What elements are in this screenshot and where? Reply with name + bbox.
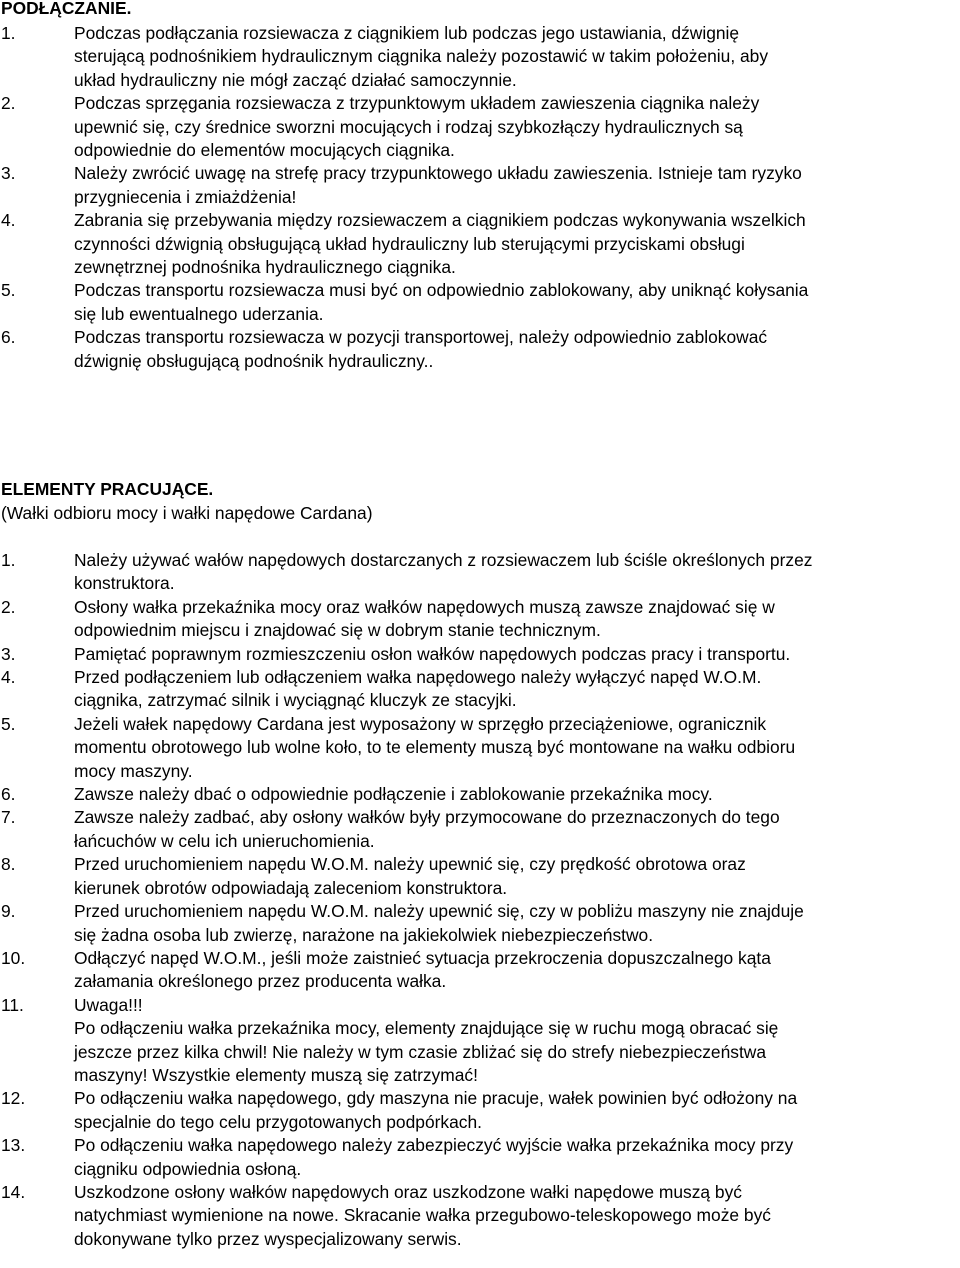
list-item-text-line: sterującą podnośnikiem hydraulicznym ciągnika należy pozostawić w takim położeniu, aby xyxy=(74,46,769,67)
list-item-text-line: się lub ewentualnego uderzania. xyxy=(74,303,324,324)
section-heading-working-elements: ELEMENTY PRACUJĄCE. xyxy=(1,479,214,499)
list-item-text-line: przygniecenia i zmiażdżenia! xyxy=(74,186,297,207)
list-item-text-line: Pamiętać poprawnym rozmieszczeniu osłon wałków napędowych podczas pracy i transportu. xyxy=(74,643,791,664)
section-list-connecting xyxy=(0,22,958,373)
list-item-number: 5. xyxy=(1,280,16,301)
list-item xyxy=(0,596,958,643)
list-item-text-line: ciągniku odpowiednia osłoną. xyxy=(74,1158,302,1179)
list-item-number: 8. xyxy=(1,854,16,875)
list-item xyxy=(0,326,958,373)
list-item-text-line: natychmiast wymienione na nowe. Skracanie wałka przegubowo-teleskopowego może być xyxy=(74,1205,771,1226)
list-item xyxy=(0,92,958,162)
list-item-text-line: Zawsze należy zadbać, aby osłony wałków były przymocowane do przeznaczonych do tego xyxy=(74,807,780,828)
list-item-text-line: Jeżeli wałek napędowy Cardana jest wyposażony w sprzęgło przeciążeniowe, ogranicznik xyxy=(74,713,767,734)
list-item-text-line: mocy maszyny. xyxy=(74,760,193,781)
list-item-text-line: Po odłączeniu wałka napędowego należy zabezpieczyć wyjście wałka przekaźnika mocy przy xyxy=(74,1135,794,1156)
list-item-number: 6. xyxy=(1,327,16,348)
list-item-text-line: odpowiednim miejscu i znajdować się w dobrym stanie technicznym. xyxy=(74,620,601,641)
list-item-text-line: dźwignię obsługującą podnośnik hydrauliczny.. xyxy=(74,350,434,371)
list-item-text-line: dokonywane tylko przez wyspecjalizowany serwis. xyxy=(74,1228,462,1249)
list-item-number: 1. xyxy=(1,23,16,43)
list-item-number: 4. xyxy=(1,210,16,231)
list-item xyxy=(0,279,958,326)
list-item-text-line: Po odłączeniu wałka napędowego, gdy maszyna nie pracuje, wałek powinien być odłożony na xyxy=(74,1088,798,1109)
list-item xyxy=(0,1181,958,1251)
list-item-number: 1. xyxy=(1,550,16,570)
list-item-text-line: Podczas transportu rozsiewacza musi być on odpowiednio zablokowany, aby uniknąć kołysania xyxy=(74,280,809,301)
list-item-number: 11. xyxy=(1,994,24,1015)
list-item xyxy=(0,806,958,853)
list-item-number: 14. xyxy=(1,1181,26,1202)
list-item xyxy=(0,1134,958,1181)
list-item xyxy=(0,947,958,994)
list-item-text-line: kierunek obrotów odpowiadają zaleceniom konstruktora. xyxy=(74,877,508,898)
list-item-number: 6. xyxy=(1,784,16,805)
list-item xyxy=(0,209,958,279)
list-item-text-line: Osłony wałka przekaźnika mocy oraz wałków napędowych muszą zawsze znajdować się w xyxy=(74,596,775,617)
list-item-number: 4. xyxy=(1,667,16,688)
list-item-text-line: Przed uruchomieniem napędu W.O.M. należy upewnić się, czy prędkość obrotowa oraz xyxy=(74,854,746,875)
list-item-text-line: maszyny! Wszystkie elementy muszą się zatrzymać! xyxy=(74,1064,478,1085)
list-item-text-line: odpowiednie do elementów mocujących ciągnika. xyxy=(74,140,455,161)
list-item-text-line: Zawsze należy dbać o odpowiednie podłączenie i zablokowanie przekaźnika mocy. xyxy=(74,784,713,805)
list-item-text-line: Przed podłączeniem lub odłączeniem wałka napędowego należy wyłączyć napęd W.O.M. xyxy=(74,667,762,688)
list-item-text-line: Uszkodzone osłony wałków napędowych oraz uszkodzone wałki napędowe muszą być xyxy=(74,1181,742,1202)
list-item xyxy=(0,900,958,947)
list-item xyxy=(0,643,958,666)
list-item-text-line: zewnętrznej podnośnika hydraulicznego ciągnika. xyxy=(74,257,456,278)
list-item-text-line: łańcuchów w celu ich unieruchomienia. xyxy=(74,830,375,851)
list-item-text-line: układ hydrauliczny nie mógł zacząć działać samoczynnie. xyxy=(74,69,517,90)
list-item xyxy=(0,162,958,209)
list-item-text-line: Przed uruchomieniem napędu W.O.M. należy upewnić się, czy w pobliżu maszyny nie znajduje xyxy=(74,901,804,922)
list-item-number: 2. xyxy=(1,93,16,114)
list-item-number: 10. xyxy=(1,947,26,968)
list-item xyxy=(0,666,958,713)
list-item-text-line: Podczas podłączania rozsiewacza z ciągnikiem lub podczas jego ustawiania, dźwignię xyxy=(74,23,740,43)
list-item-number: 3. xyxy=(1,643,16,664)
list-item xyxy=(0,22,958,92)
list-item-text-line: Po odłączeniu wałka przekaźnika mocy, elementy znajdujące się w ruchu mogą obracać się xyxy=(74,1018,779,1039)
list-item-number: 12. xyxy=(1,1088,26,1109)
list-item-text-line: upewnić się, czy średnice sworzni mocujących i rodzaj szybkozłączy hydraulicznych są xyxy=(74,116,743,137)
section-subheading-working-elements: (Wałki odbioru mocy i wałki napędowe Cardana) xyxy=(1,503,373,523)
list-item xyxy=(0,994,958,1088)
list-item-text-line: Uwaga!!! xyxy=(74,994,143,1015)
list-item-text-line: jeszcze przez kilka chwil! Nie należy w tym czasie zbliżać się do strefy niebezpieczeństwa xyxy=(74,1041,767,1062)
list-item-text-line: momentu obrotowego lub wolne koło, to te elementy muszą być montowane na wałku odbioru xyxy=(74,737,796,758)
list-item-text-line: Zabrania się przebywania między rozsiewaczem a ciągnikiem podczas wykonywania wszelkich xyxy=(74,210,806,231)
list-item xyxy=(0,783,958,806)
list-item-number: 7. xyxy=(1,807,16,828)
list-item-text-line: Należy używać wałów napędowych dostarczanych z rozsiewaczem lub ściśle określonych przez xyxy=(74,550,813,570)
list-item-text-line: Odłączyć napęd W.O.M., jeśli może zaistnieć sytuacja przekroczenia dopuszczalnego kąta xyxy=(74,947,771,968)
list-item-number: 13. xyxy=(1,1135,26,1156)
list-item-text-line: czynności dźwignią obsługującą układ hydrauliczny lub sterującymi przyciskami obsługi xyxy=(74,233,745,254)
list-item xyxy=(0,853,958,900)
list-item-number: 3. xyxy=(1,163,16,184)
list-item-number: 2. xyxy=(1,596,16,617)
list-item xyxy=(0,713,958,783)
list-item-text-line: konstruktora. xyxy=(74,573,175,594)
list-item-text-line: załamania określonego przez producenta wałka. xyxy=(74,971,447,992)
list-item xyxy=(0,1087,958,1134)
list-item-text-line: Podczas transportu rozsiewacza w pozycji transportowej, należy odpowiednio zablokować xyxy=(74,327,768,348)
list-item xyxy=(0,549,958,596)
list-item-number: 5. xyxy=(1,713,16,734)
list-item-text-line: się żadna osoba lub zwierzę, narażone na jakiekolwiek niebezpieczeństwo. xyxy=(74,924,654,945)
list-item-number: 9. xyxy=(1,901,16,922)
list-item-text-line: Podczas sprzęgania rozsiewacza z trzypunktowym układem zawieszenia ciągnika należy xyxy=(74,93,760,114)
list-item-text-line: ciągnika, zatrzymać silnik i wyciągnąć kluczyk ze stacyjki. xyxy=(74,690,517,711)
list-item-text-line: Należy zwrócić uwagę na strefę pracy trzypunktowego układu zawieszenia. Istnieje tam ryzyko xyxy=(74,163,802,184)
section-heading-connecting: PODŁĄCZANIE. xyxy=(1,0,132,18)
list-item-text-line: specjalnie do tego celu przygotowanych podpórkach. xyxy=(74,1111,482,1132)
section-list-working-elements xyxy=(0,549,958,1251)
